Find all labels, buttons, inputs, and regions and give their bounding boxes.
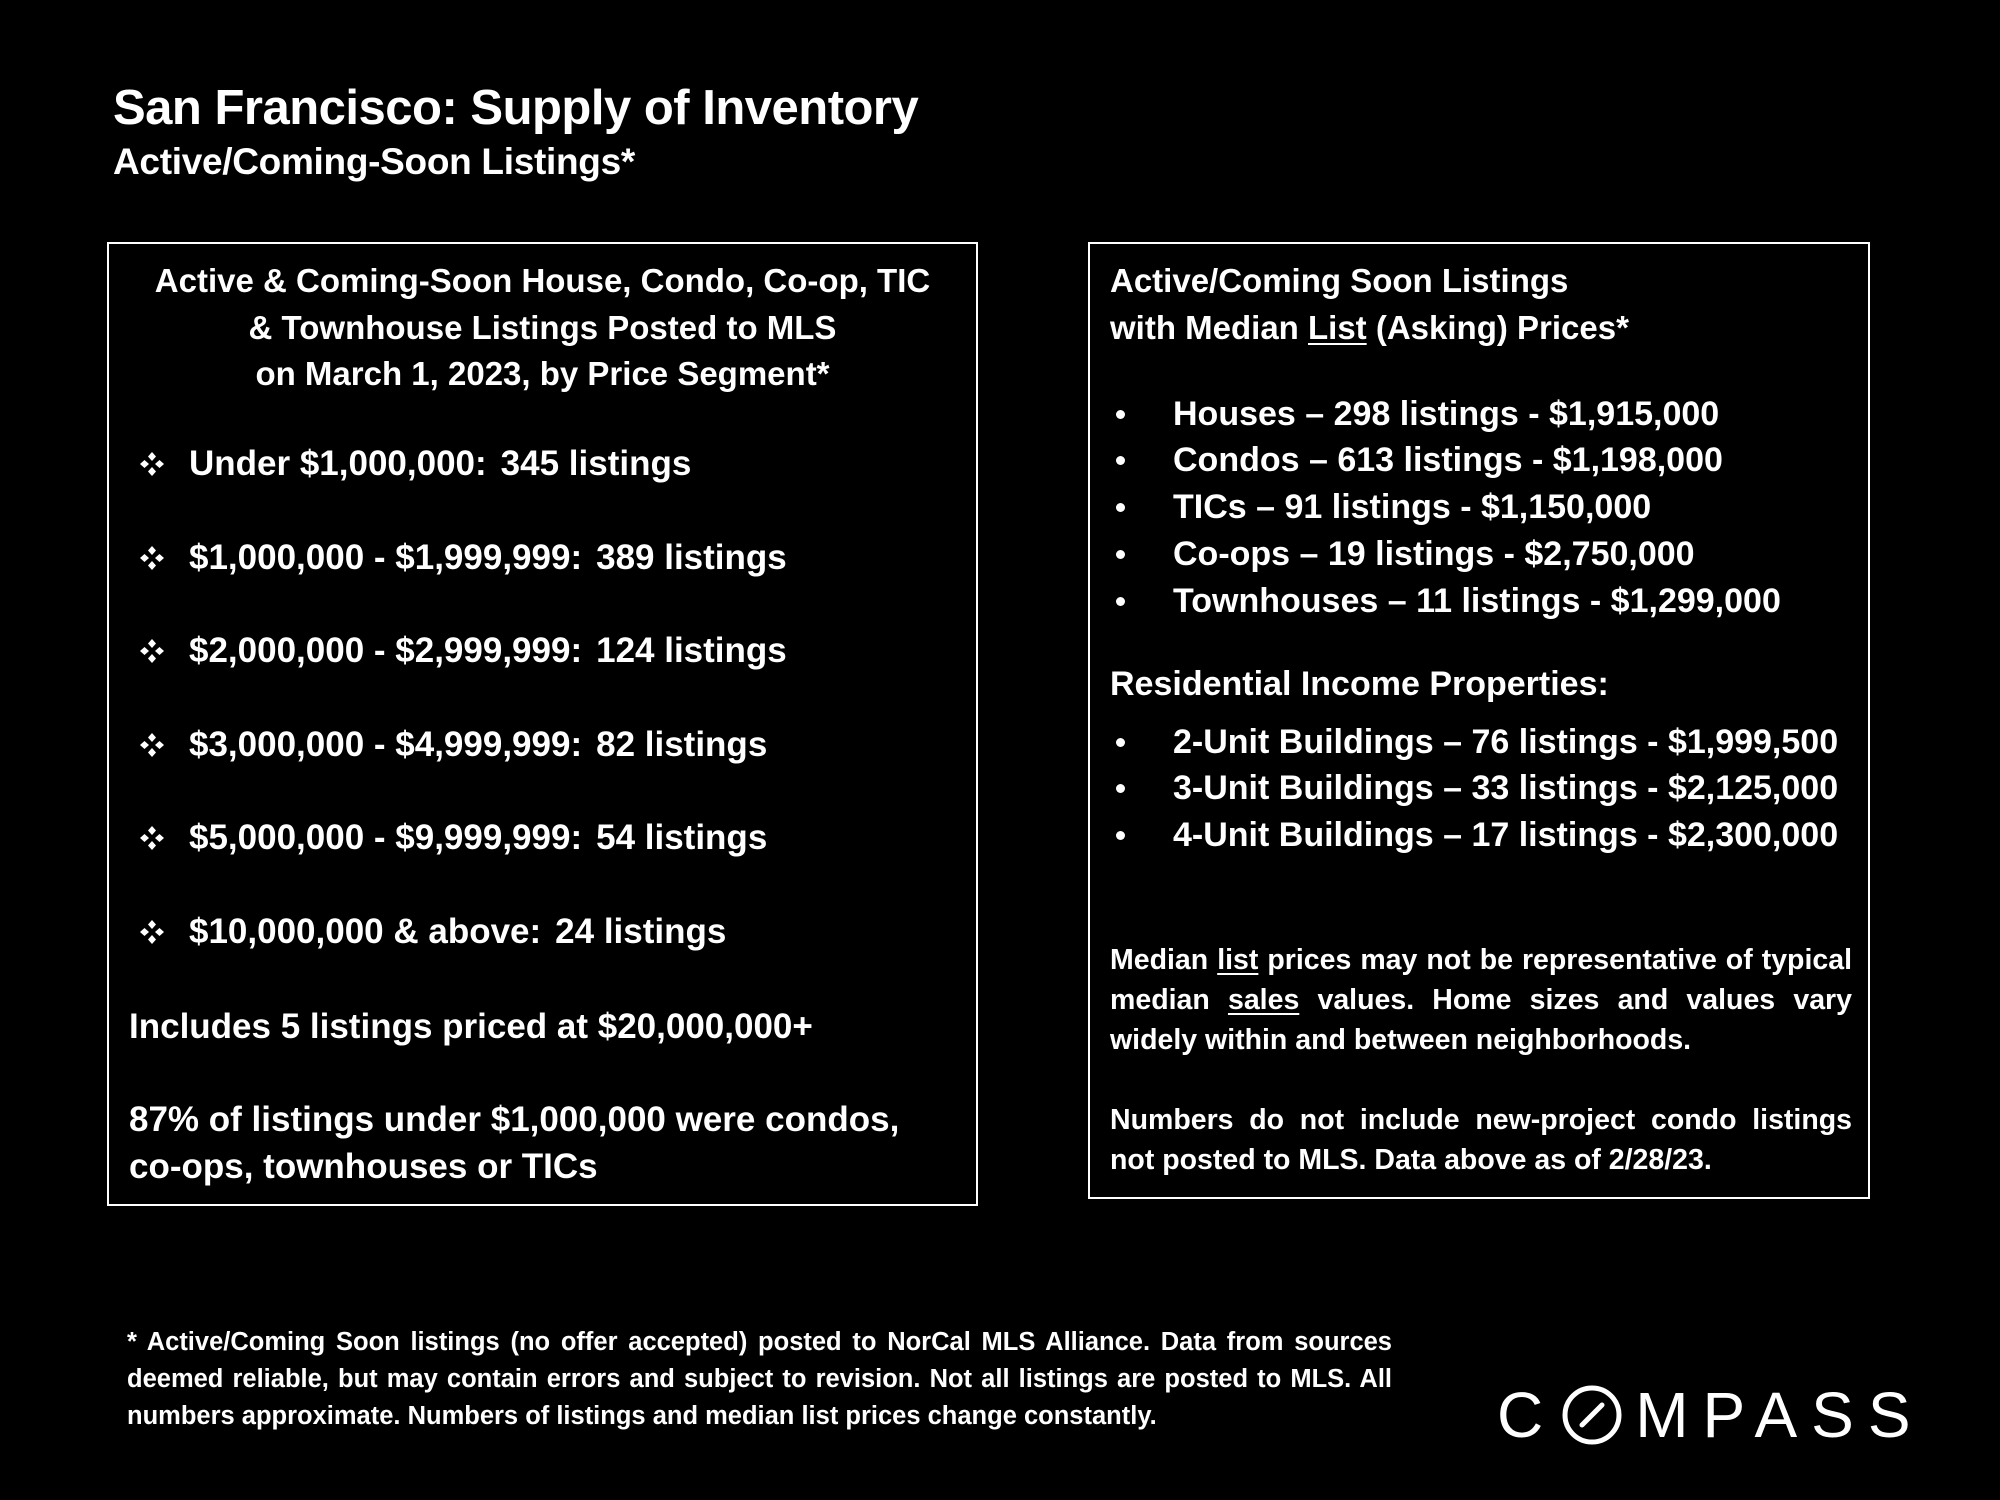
price-segment-label: $1,000,000 - $1,999,999: [189,537,583,577]
price-segment-item [129,533,787,583]
four-diamond-icon [137,543,167,573]
price-segment-label: Under $1,000,000: [189,444,487,483]
heading-line: on March 1, 2023, by Price Segment* [255,355,830,392]
bullet-icon [1116,738,1125,747]
price-segment-panel [107,242,978,1206]
heading-line [1110,305,1629,352]
logo-text: C [1497,1379,1558,1451]
bullet-icon [1116,410,1125,419]
heading-line: Active/Coming Soon Listings [1110,262,1569,299]
four-diamond-icon [137,917,167,947]
income-property-item [1110,812,1838,859]
price-segment-count: 24 listings [555,911,727,951]
bullet-icon [1116,550,1125,559]
price-segment-label: $3,000,000 - $4,999,999: [189,724,583,764]
bullet-icon [1116,784,1125,793]
price-segment-label: $2,000,000 - $2,999,999: [189,631,583,670]
list-underlined: list [1217,944,1259,976]
bullet-icon [1116,456,1125,465]
property-type-item-text: Condos – 613 listings - $1,198,000 [1173,441,1723,480]
property-type-item [1110,531,1695,578]
property-type-item-text: Co-ops – 19 listings - $2,750,000 [1173,534,1695,573]
heading-text: with Median [1110,308,1308,346]
price-segment-item [129,439,691,489]
four-diamond-icon [137,449,167,479]
high-end-note: Includes 5 listings priced at $20,000,000+ [129,1007,813,1046]
median-disclaimer [1110,940,1852,1060]
income-property-item-text: 2-Unit Buildings – 76 listings - $1,999,500 [1173,722,1839,761]
price-segment-count: 124 listings [596,631,787,670]
income-property-item-text: 4-Unit Buildings – 17 listings - $2,300,000 [1173,815,1839,854]
four-diamond-icon [137,823,167,853]
property-type-item [1110,484,1651,531]
median-price-panel [1088,242,1870,1199]
bullet-icon [1116,503,1125,512]
income-property-item-text: 3-Unit Buildings – 33 listings - $2,125,000 [1173,769,1839,808]
footnote: * Active/Coming Soon listings (no offer accepted) posted to NorCal MLS Alliance. Data from sources deemed reliable, but may contain errors and subject to revision. Not all listings are posted to MLS. All numbers approximate. Numbers of listings and median list prices change constantly. [127,1328,1392,1430]
page-subtitle: Active/Coming-Soon Listings* [113,141,635,182]
condo-share-note: 87% of listings under $1,000,000 were condos, co-ops, townhouses or TICs [129,1100,900,1186]
four-diamond-icon [137,730,167,760]
price-segment-item [129,720,767,770]
price-segment-item [129,907,726,957]
price-segment-count: 345 listings [500,444,692,483]
four-diamond-icon [137,636,167,666]
price-segment-label: $5,000,000 - $9,999,999: [189,818,583,857]
income-property-item [1110,719,1838,766]
price-segment-count: 54 listings [596,818,768,857]
property-type-item-text: Houses – 298 listings - $1,915,000 [1173,394,1720,433]
page-title: San Francisco: Supply of Inventory [113,81,919,135]
income-property-item [1110,766,1838,813]
note-text: prices may not be representative of typical median [1110,944,1852,1016]
property-type-item-text: Townhouses – 11 listings - $1,299,000 [1173,581,1781,620]
price-segment-item [129,626,787,676]
median-price-heading [1110,258,1629,351]
compass-o-icon [1561,1384,1623,1446]
price-segment-count: 82 listings [596,724,768,764]
sales-underlined: sales [1227,984,1300,1016]
price-segment-item [129,813,767,863]
income-properties-heading: Residential Income Properties: [1110,665,1609,703]
property-type-item [1110,438,1723,485]
price-segment-heading [109,258,976,398]
heading-line: & Townhouse Listings Posted to MLS [248,308,837,346]
new-project-disclaimer: Numbers do not include new-project condo listings not posted to MLS. Data above as of 2/28/23. [1110,1104,1852,1176]
bullet-icon [1116,597,1125,606]
heading-line: Active & Coming-Soon House, Condo, Co-op, TIC [154,262,931,299]
price-segment-label: $10,000,000 & above: [189,911,542,951]
bullet-icon [1116,831,1125,840]
note-text: values. Home sizes and values vary widely within and between neighborhoods. [1110,984,1852,1056]
property-type-item [1110,578,1781,625]
property-type-item-text: TICs – 91 listings - $1,150,000 [1173,488,1652,527]
note-text: Median [1110,944,1218,976]
property-type-item [1110,391,1719,438]
heading-text: (Asking) Prices* [1366,308,1629,346]
list-underlined: List [1308,308,1367,346]
logo-text: MPASS [1635,1379,1925,1451]
price-segment-count: 389 listings [596,537,787,577]
compass-logo [1497,1380,1925,1450]
